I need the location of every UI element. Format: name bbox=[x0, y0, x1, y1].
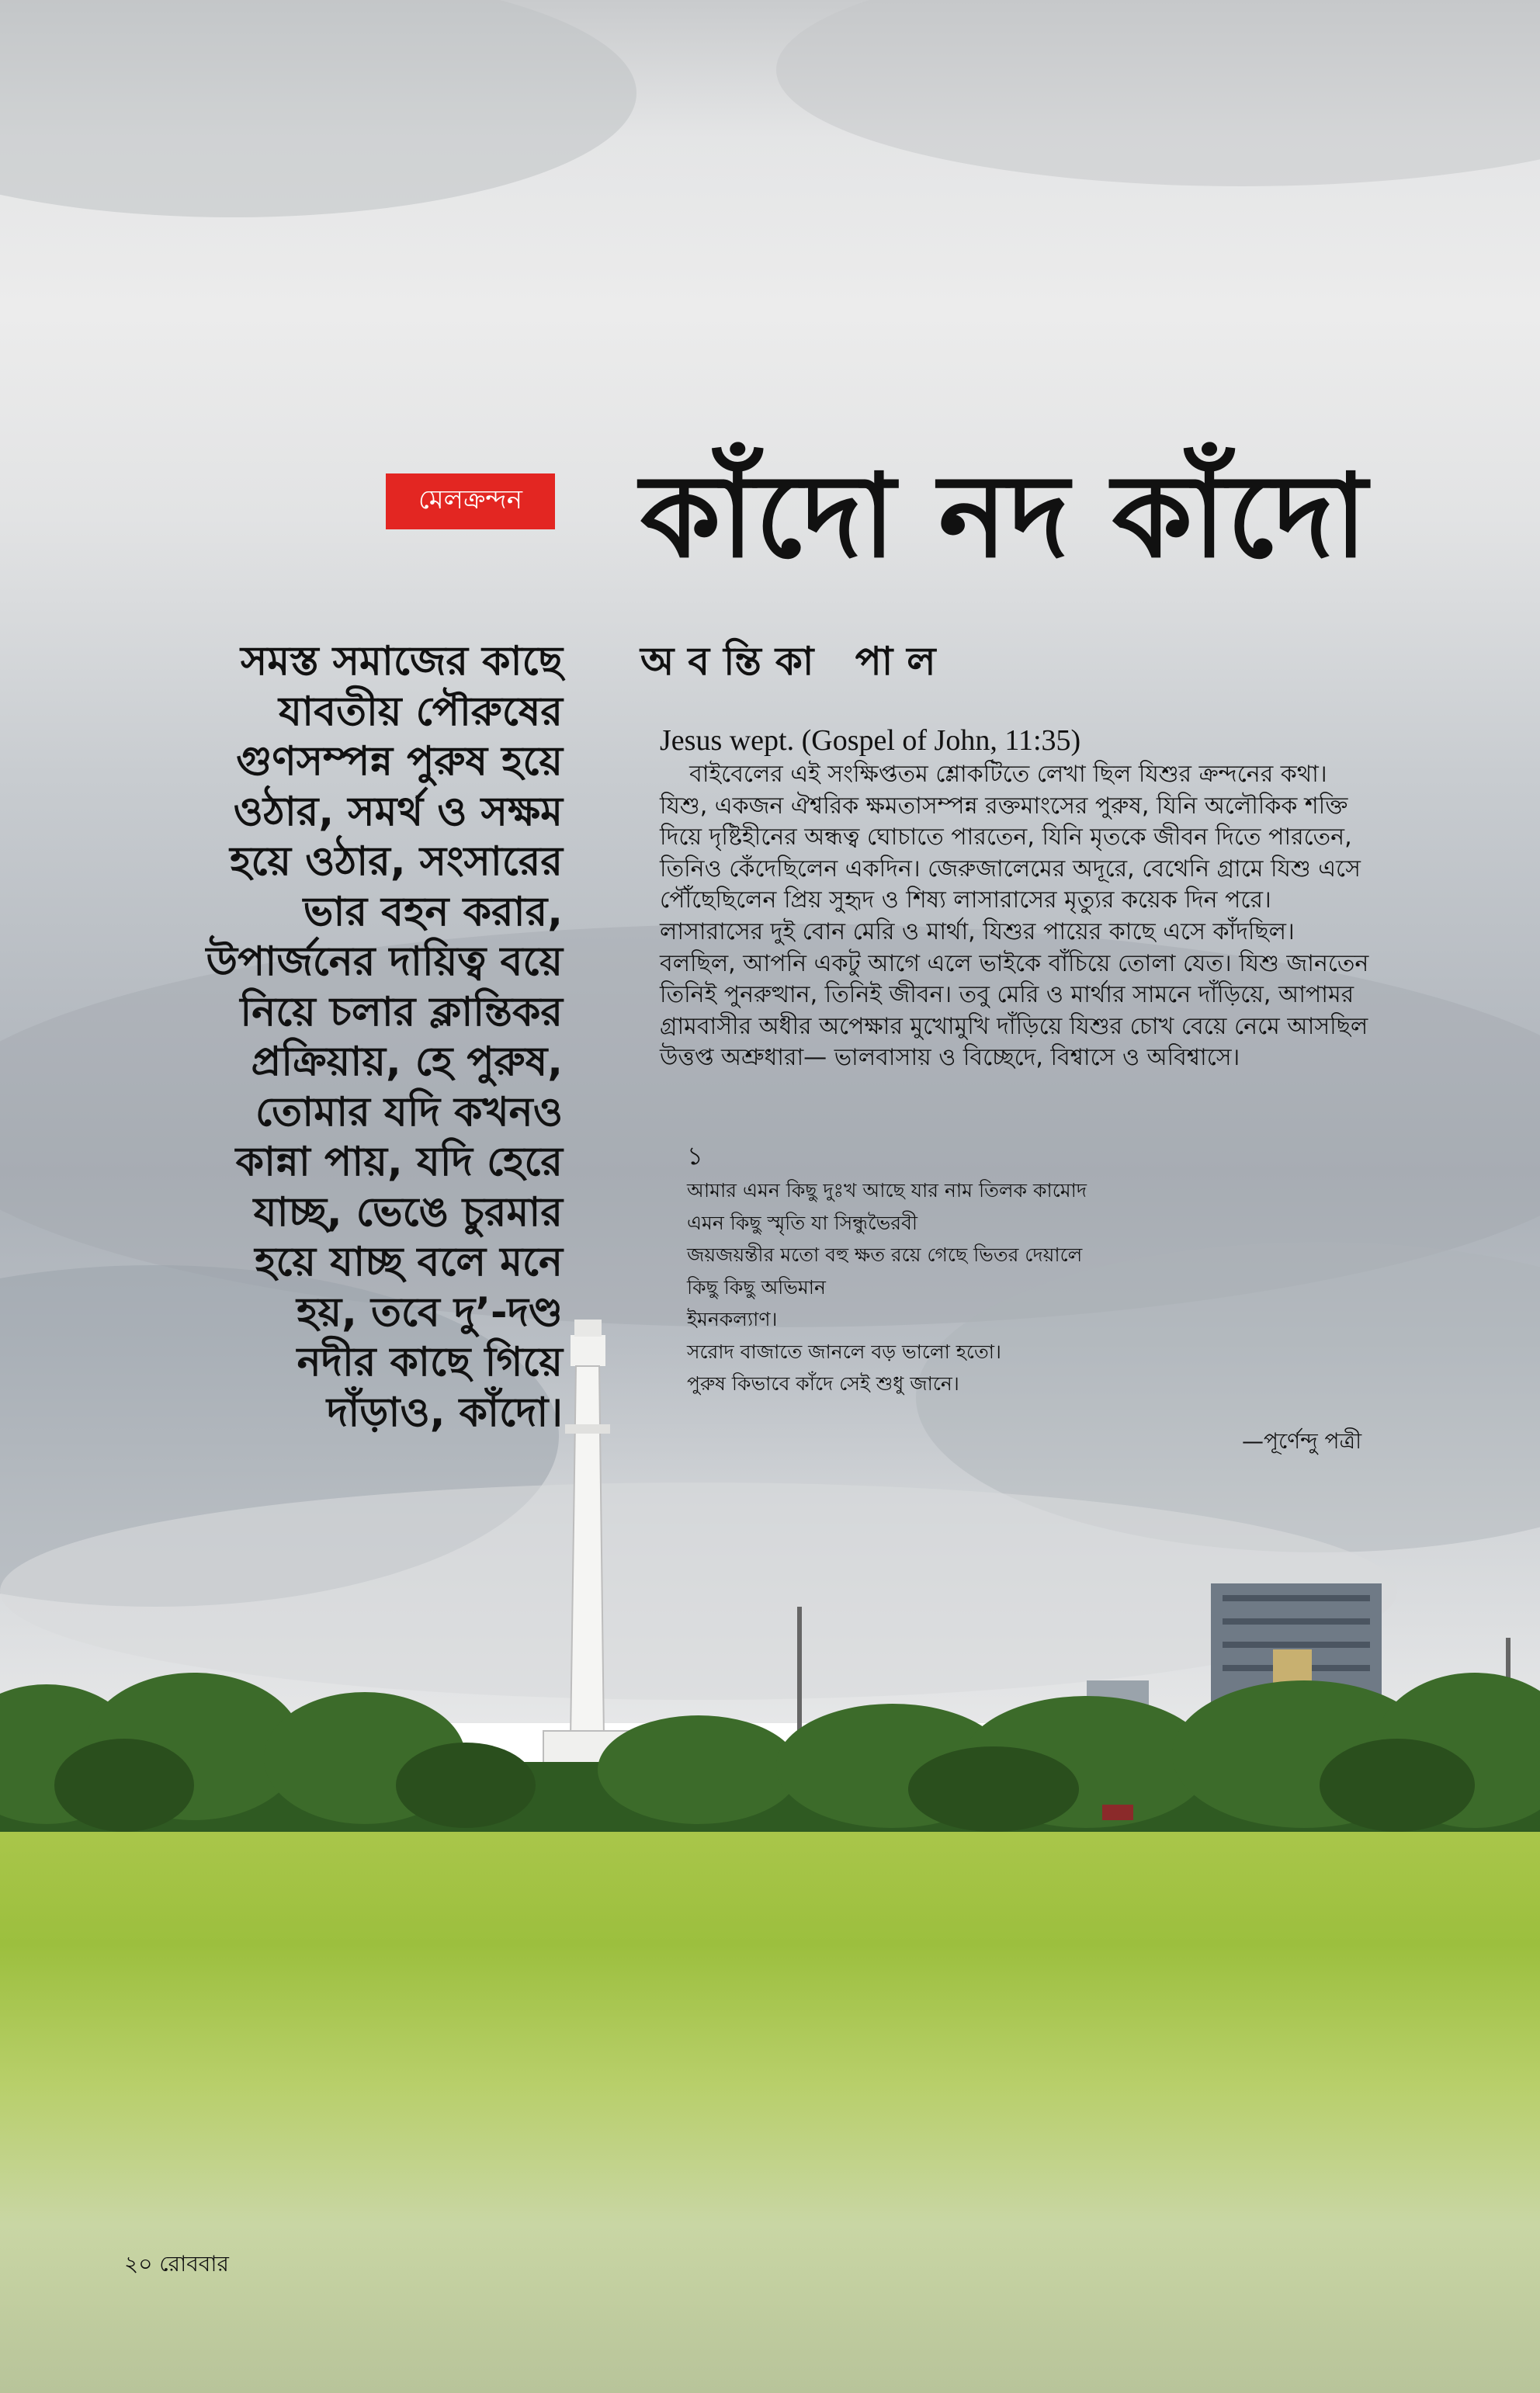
epigraph: Jesus wept. (Gospel of John, 11:35) bbox=[660, 724, 1081, 757]
body-line: দিয়ে দৃষ্টিহীনের অন্ধত্ব ঘোচাতে পারতেন, যিনি মৃতকে জীবন দিতে পারতেন, bbox=[660, 824, 1352, 851]
pull-quote-line: তোমার যদি কখনও bbox=[255, 1088, 563, 1136]
article-title: কাঁদো নদ কাঁদো bbox=[640, 449, 1369, 583]
pull-quote-line: ওঠার, সমর্থ ও সক্ষম bbox=[233, 788, 563, 835]
author-byline: অবন্তিকা পাল bbox=[640, 639, 950, 684]
article-body bbox=[660, 722, 1413, 1074]
body-line: পৌঁছেছিলেন প্রিয় সুহৃদ ও শিষ্য লাসারাসের মৃত্যুর কয়েক দিন পরে। bbox=[660, 886, 1271, 914]
pull-quote-line: সমস্ত সমাজের কাছে bbox=[240, 638, 563, 685]
tree-line bbox=[0, 1669, 1540, 1847]
pull-quote-line: গুণসম্পন্ন পুরুষ হয়ে bbox=[236, 738, 563, 785]
pull-quote-line: নদীর কাছে গিয়ে bbox=[297, 1339, 563, 1386]
poem-line: কিছু কিছু অভিমান bbox=[687, 1275, 826, 1299]
poem-line: ইমনকল্যাণ। bbox=[687, 1308, 778, 1330]
poem-line: আমার এমন কিছু দুঃখ আছে যার নাম তিলক কামোদ bbox=[687, 1179, 1087, 1202]
poem-line: পুরুষ কিভাবে কাঁদে সেই শুধু জানে। bbox=[687, 1372, 959, 1395]
pull-quote-line: নিয়ে চলার ক্লান্তিকর bbox=[240, 988, 563, 1035]
pull-quote-line: হয়ে ওঠার, সংসারের bbox=[230, 838, 563, 885]
pull-quote-line: হয়, তবে দু’-দণ্ড bbox=[297, 1288, 563, 1336]
page-folio: ২০ রোববার bbox=[124, 2251, 229, 2277]
pull-quote-line: ভার বহন করার, bbox=[303, 888, 563, 935]
pull-quote-line: দাঁড়াও, কাঁদো। bbox=[326, 1389, 563, 1436]
grass-field bbox=[0, 1832, 1540, 2393]
pull-quote-line: যাচ্ছ, ভেঙে চুরমার bbox=[253, 1188, 563, 1236]
body-line: তিনিও কেঁদেছিলেন একদিন। জেরুজালেমের অদূরে, বেথেনি গ্রামে যিশু এসে bbox=[660, 855, 1361, 883]
body-line: বাইবেলের এই সংক্ষিপ্ততম শ্লোকটিতে লেখা ছিল যিশুর ক্রন্দনের কথা। bbox=[660, 761, 1327, 788]
body-line: লাসারাসের দুই বোন মেরি ও মার্থা, যিশুর পায়ের কাছে এসে কাঁদছিল। bbox=[660, 917, 1295, 945]
poem-line: এমন কিছু স্মৃতি যা সিন্ধুভৈরবী bbox=[687, 1211, 918, 1234]
pull-quote-line: হয়ে যাচ্ছ বলে মনে bbox=[255, 1239, 563, 1285]
pull-quote bbox=[167, 636, 563, 1438]
pull-quote-line: যাবতীয় পৌরুষের bbox=[279, 688, 563, 735]
poem-line: জয়জয়ন্তীর মতো বহু ক্ষত রয়ে গেছে ভিতর দেয়ালে bbox=[687, 1243, 1083, 1266]
poet-credit: —পূর্ণেন্দু পত্রী bbox=[1242, 1428, 1362, 1454]
body-line: গ্রামবাসীর অধীর অপেক্ষার মুখোমুখি দাঁড়িয়ে যিশুর চোখ বেয়ে নেমে আসছিল bbox=[660, 1012, 1368, 1040]
quoted-poem bbox=[687, 1137, 1417, 1400]
body-line: উত্তপ্ত অশ্রুধারা— ভালবাসায় ও বিচ্ছেদে, বিশ্বাসে ও অবিশ্বাসে। bbox=[660, 1044, 1240, 1072]
poem-line: সরোদ বাজাতে জানলে বড় ভালো হতো। bbox=[687, 1340, 1001, 1363]
section-tag: মেলক্রন্দন bbox=[386, 473, 555, 529]
body-line: যিশু, একজন ঐশ্বরিক ক্ষমতাসম্পন্ন রক্তমাংসের পুরুষ, যিনি অলৌকিক শক্তি bbox=[660, 792, 1348, 820]
body-line: তিনিই পুনরুত্থান, তিনিই জীবন। তবু মেরি ও মার্থার সামনে দাঁড়িয়ে, আপামর bbox=[660, 981, 1354, 1009]
pull-quote-line: প্রক্রিয়ায়, হে পুরুষ, bbox=[251, 1039, 563, 1085]
pull-quote-line: উপার্জনের দায়িত্ব বয়ে bbox=[206, 938, 563, 985]
body-line: বলছিল, আপনি একটু আগে এলে ভাইকে বাঁচিয়ে তোলা যেত। যিশু জানতেন bbox=[660, 949, 1369, 977]
poem-number: ১ bbox=[687, 1141, 703, 1170]
pull-quote-line: কান্না পায়, যদি হেরে bbox=[235, 1139, 563, 1185]
